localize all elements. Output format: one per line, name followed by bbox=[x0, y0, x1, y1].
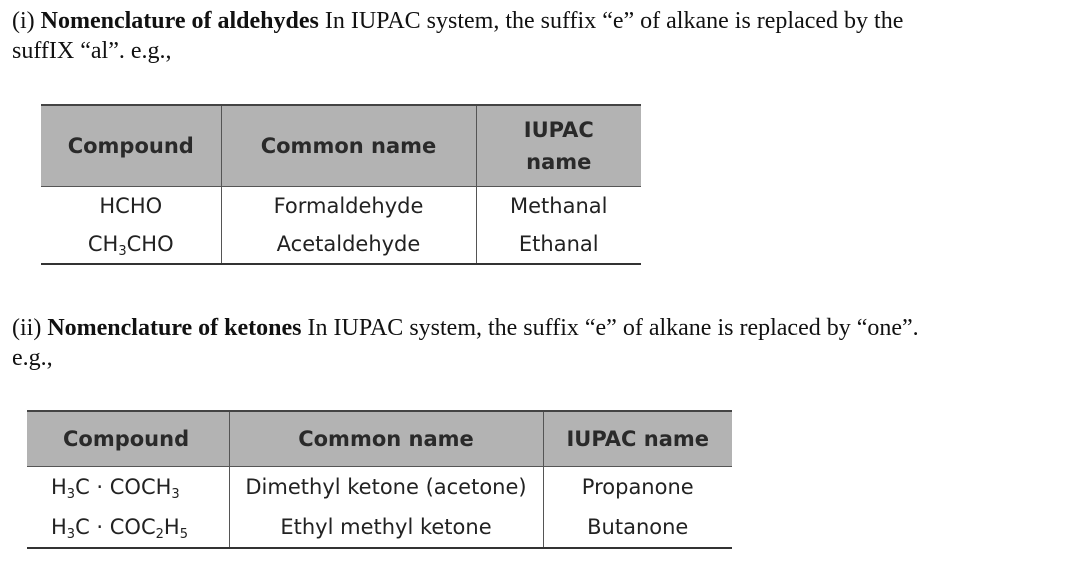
compound-formula: $CH_3CHO$ bbox=[41, 225, 221, 264]
section-aldehydes-text bbox=[12, 6, 1062, 66]
table-header-row bbox=[41, 105, 641, 187]
aldehydes-table bbox=[41, 104, 641, 265]
common-name: Dimethyl ketone (acetone) bbox=[229, 467, 543, 508]
ketones-table bbox=[27, 410, 732, 549]
compound-formula: HCHO bbox=[99, 194, 163, 218]
section-ketones-text bbox=[12, 313, 1062, 373]
section-number: (ii) bbox=[12, 315, 42, 341]
iupac-name: Propanone bbox=[543, 467, 732, 508]
section-body-line2: suffIX “al”. e.g., bbox=[12, 38, 172, 64]
common-name: Acetaldehyde bbox=[221, 225, 476, 264]
table-row bbox=[41, 187, 641, 226]
common-name: Formaldehyde bbox=[221, 187, 476, 226]
header-common-name: Common name bbox=[221, 105, 476, 187]
header-iupac-name: IUPAC name bbox=[543, 411, 732, 467]
header-iupac-name: IUPAC name bbox=[476, 105, 641, 187]
header-compound: Compound bbox=[27, 411, 229, 467]
compound-formula: $H_3C \cdot COC_2H_5$ bbox=[27, 507, 229, 548]
compound-formula: $H_3C$ · $COCH_3$ bbox=[51, 475, 180, 502]
section-number: (i) bbox=[12, 8, 35, 34]
section-heading: Nomenclature of ketones bbox=[47, 315, 302, 341]
header-common-name: Common name bbox=[229, 411, 543, 467]
section-body-line1: In IUPAC system, the suffix “e” of alkane is replaced by the bbox=[324, 8, 904, 34]
iupac-name: Methanal bbox=[476, 187, 641, 226]
table-header-row bbox=[27, 411, 732, 467]
section-body-line1: In IUPAC system, the suffix “e” of alkane is replaced by “one”. bbox=[307, 315, 919, 341]
iupac-name: Ethanal bbox=[476, 225, 641, 264]
section-body-line2: e.g., bbox=[12, 345, 53, 371]
section-heading: Nomenclature of aldehydes bbox=[40, 8, 319, 34]
table-row bbox=[27, 507, 732, 548]
iupac-name: Butanone bbox=[543, 507, 732, 548]
common-name: Ethyl methyl ketone bbox=[229, 507, 543, 548]
table-row bbox=[41, 225, 641, 264]
table-row bbox=[27, 467, 732, 508]
header-compound: Compound bbox=[41, 105, 221, 187]
